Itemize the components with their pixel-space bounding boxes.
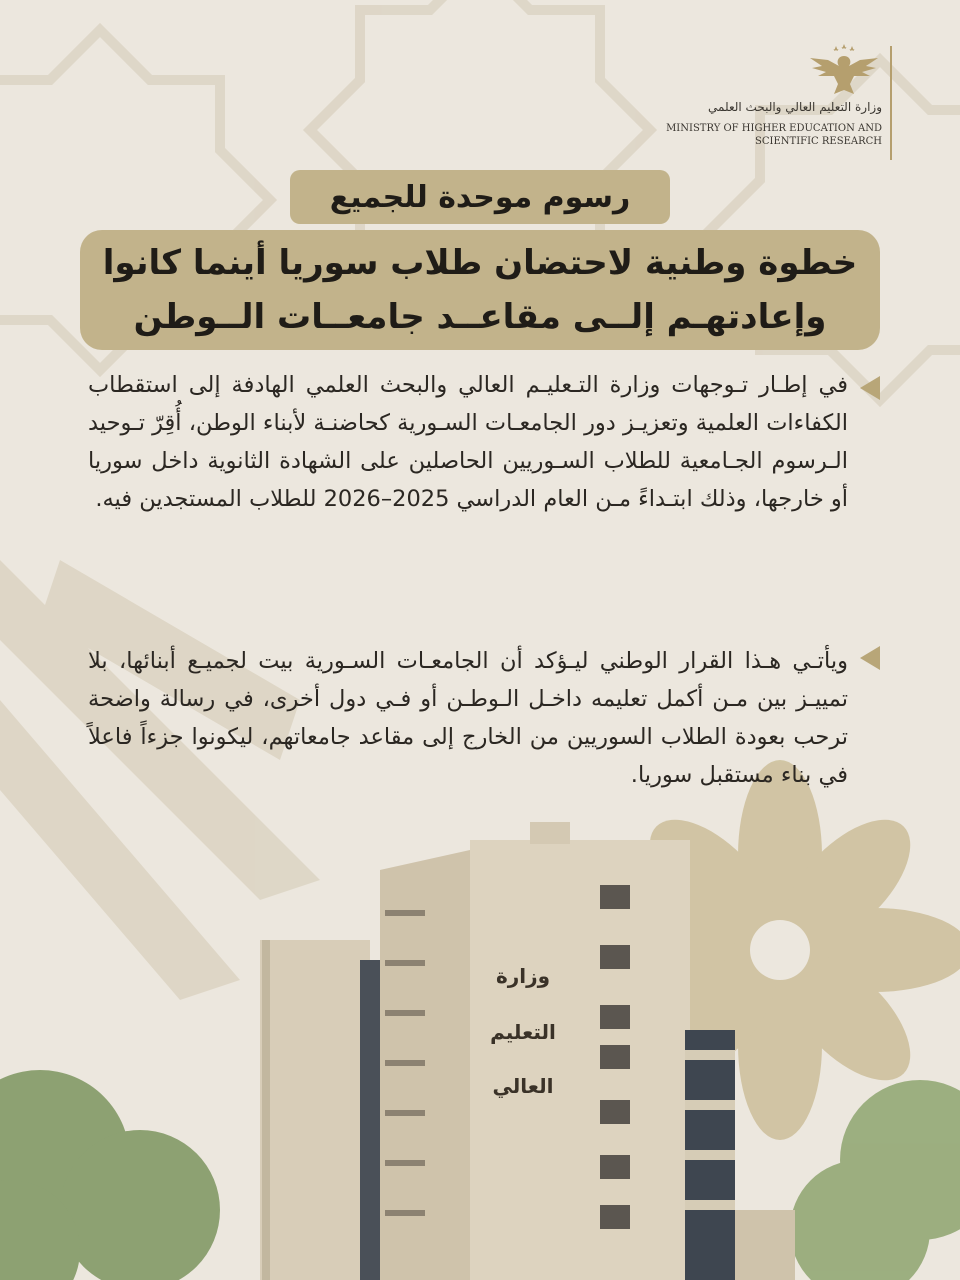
headline-line1: خطوة وطنية لاحتضان طلاب سوريا أينما كانوا (102, 243, 858, 283)
ministry-name-english-line2: SCIENTIFIC RESEARCH (755, 136, 882, 147)
paragraph-1: في إطـار تـوجهات وزارة التـعليـم العالي والبحث العلمي الهادفة إلى استقطاب الكفاءات العلمية وتعزيـز دور الجامعـات السـورية كحاضنـة لأبناء الوطن، أُقِرّ تـوحيد الـرسوم الجـامعية للطلاب السـوريين الحاصلين على الشهادة الثانوية داخل سوريا أو خارجها، وذلك ابتـداءً مـن العام الدراسي 2025–2026 للطلاب المستجدين فيه. (88, 372, 848, 512)
headline-line2: وإعادتهـم إلــى مقاعــد جامعــات الــوطن (133, 297, 827, 337)
paragraph-2: ويأتـي هـذا القرار الوطني ليـؤكد أن الجامعـات السـورية بيت لجميـع أبنائها، بلا تمييـز بين مـن أكمل تعليمه داخـل الـوطـن أو فـي دول أخرى، في رسالة واضحة ترحب بعودة الطلاب السوريين من الخارج إلى مقاعد جامعاتهم، ليكونوا جزءاً فاعلاً في بناء مستقبل سوريا. (88, 648, 848, 788)
ministry-name-arabic: وزارة التعليم العالي والبحث العلمي (708, 100, 882, 114)
subtitle-pill (290, 170, 670, 224)
subtitle-text: رسوم موحدة للجميع (329, 179, 631, 215)
ministry-name-english-line1: MINISTRY OF HIGHER EDUCATION AND (666, 123, 882, 134)
bullet-triangle-icon (860, 376, 880, 400)
headline-pill (80, 230, 880, 350)
bullet-triangle-icon (860, 646, 880, 670)
building-sign-line1: وزارة (495, 964, 551, 988)
building-sign-line3: العالي (492, 1074, 554, 1098)
eagle-emblem-icon (808, 44, 880, 102)
building-sign-line2: التعليم (490, 1020, 556, 1044)
logo-divider (890, 46, 892, 160)
